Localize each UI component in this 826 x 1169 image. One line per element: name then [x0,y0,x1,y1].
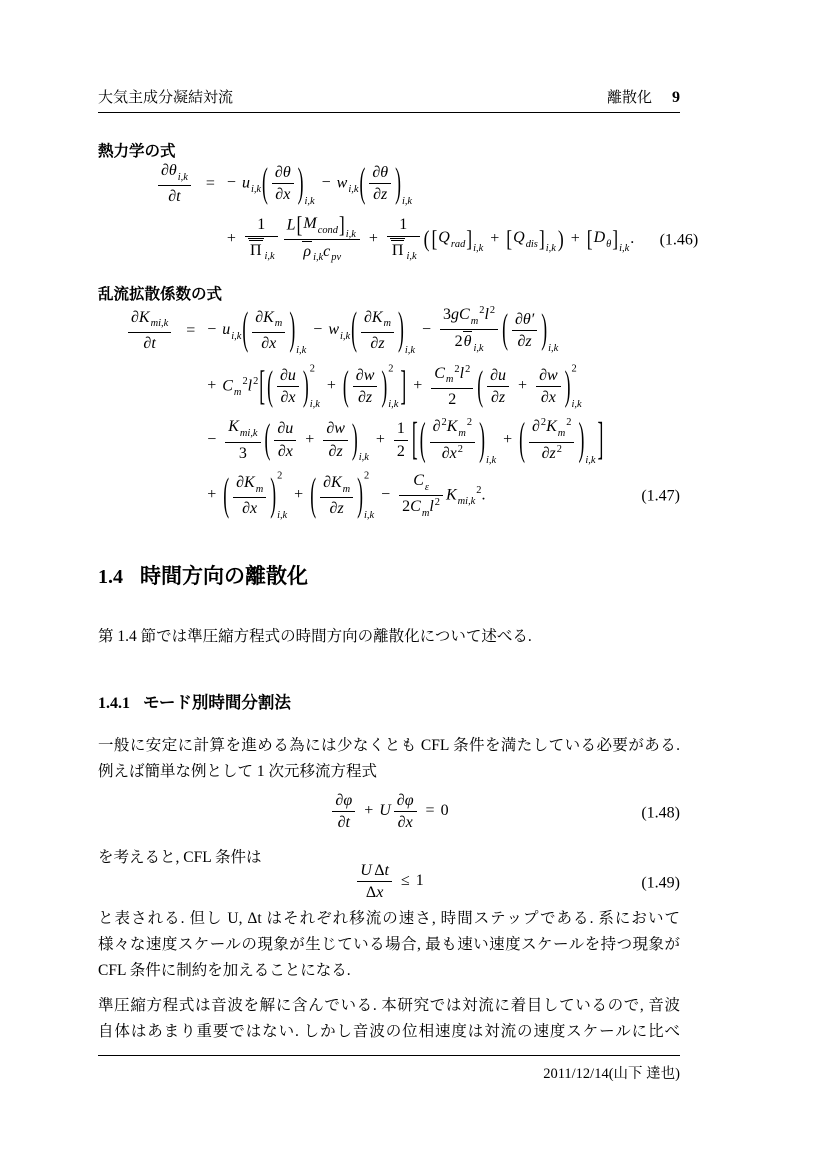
equation-number: (1.49) [641,874,680,892]
subsection-heading [98,689,680,713]
equation-1-46: $\frac{\partial\theta_{i,k}}{\partial t}$ = − $u_{i,k}$ ( $\frac{\partial\theta}{\partial x}$ ) i,k − $w_{i,k}$ ( $\frac{\partial\theta}{\partial z}$ ) i,k + $\frac{1}{\Pi _{i,k}}$ L [ $M_{cond}$ ] i,k ρ $_{i,k}c_{pv}$ + $\frac{1}{\Pi _{i,k}}$ ( [ $Q_{rad}$ ] i,k + [ $Q_{dis}$ ] i,k ) + [ $D_\theta$ ] i,k . (1.46) [98,161,680,265]
text-line: を考えると, CFL 条件は [98,849,262,866]
footer-date: 2011/12/14(山下 達也) [543,1066,680,1082]
text-line: 一般に安定に計算を進める為には少なくとも CFL 条件を満たしている必要がある. [98,737,680,754]
running-head-left: 大気主成分凝結対流 [98,89,234,106]
equation-number: (1.47) [641,487,680,505]
paragraph-sound-waves [98,993,680,1045]
section-heading [98,560,680,590]
text-line: CFL 条件に制約を加えることになる. [98,962,351,979]
text-line: 準圧縮方程式は音波を解に含んでいる. 本研究では対流に着目しているので, 音波 [98,997,680,1014]
heading-thermodynamics-equation: 熱力学の式 [98,143,176,160]
paragraph-cfl-explanation [98,906,680,984]
paragraph-cfl-condition [98,733,680,785]
running-head-chapter: 離散化 [606,89,652,106]
subsection-title: モード別時間分割法 [143,694,291,712]
page-number: 9 [672,89,680,106]
text-line: 自体はあまり重要ではない. しかし音波の位相速度は対流の速度スケールに比べ [98,1023,680,1040]
text-line: 様々な速度スケールの現象が生じている場合, 最も速い速度スケールを持つ現象が [98,936,680,953]
equation-number: (1.48) [641,804,680,822]
equation-1-48: $\frac{\partial\varphi}{\partial t}$ + U $\frac{\partial\varphi}{\partial x}$ = 0 (1.48) [98,789,680,837]
running-head-right [607,86,680,107]
text-line: 例えば簡単な例として 1 次元移流方程式 [98,763,378,780]
text-line: と表される. 但し U, Δt はそれぞれ移流の速さ, 時間ステップである. 系において [98,910,680,927]
equation-1-49: U Δt Δx ≤ 1 (1.49) [98,859,680,907]
heading-turbulent-diffusion-equation: 乱流拡散係数の式 [98,286,223,303]
section-number: 1.4 [98,566,123,588]
text-line: 第 1.4 節では準圧縮方程式の時間方向の離散化について述べる. [98,628,532,645]
paragraph-section-intro [98,624,680,650]
page-header [98,86,680,113]
page-footer [98,1055,680,1083]
equation-1-47: $\partial K_{mi,k}$ ∂t = − $u_{i,k}$ ( $\frac{\partial K_m}{\partial x}$ ) i,k − $w_{i,k}$ ( $\frac{\partial K_m}{\partial z}$ ) i,k − $3gC_m^2l^2$ 2θ $_{i,k}$ ( $\frac{\partial\theta'}{\partial z}$ ) i,k + $C_m^2l^2$ [ ( $\frac{\partial u}{\partial x}$ ) 2 i,k + ( $\frac{\partial w}{\partial z}$ ) 2 i,k ] + $\frac{C_m^2l^2}{2}$ ( $\frac{\partial u}{\partial z}$ + $\frac{\partial w}{\partial x}$ ) 2 i,k − $K_{mi,k}$ 3 ( $\frac{\partial u}{\partial x}$ + $\frac{\partial w}{\partial z}$ ) i,k + $\frac{1}{2}$ [ ( $\frac{\partial^2K_m^2}{\partial x^2}$ ) i,k + ( $\frac{\partial^2K_m^2}{\partial z^2}$ ) i,k ] + ( $\frac{\partial K_m}{\partial x}$ ) 2 i,k + ( $\frac{\partial K_m}{\partial z}$ ) 2 i,k − $C_\varepsilon$ $2C_ml^2$ $K_{mi,k}^2$. (1.47) [98,305,680,520]
section-title: 時間方向の離散化 [140,565,308,588]
equation-number: (1.46) [659,230,699,248]
subsection-number: 1.4.1 [98,695,130,712]
